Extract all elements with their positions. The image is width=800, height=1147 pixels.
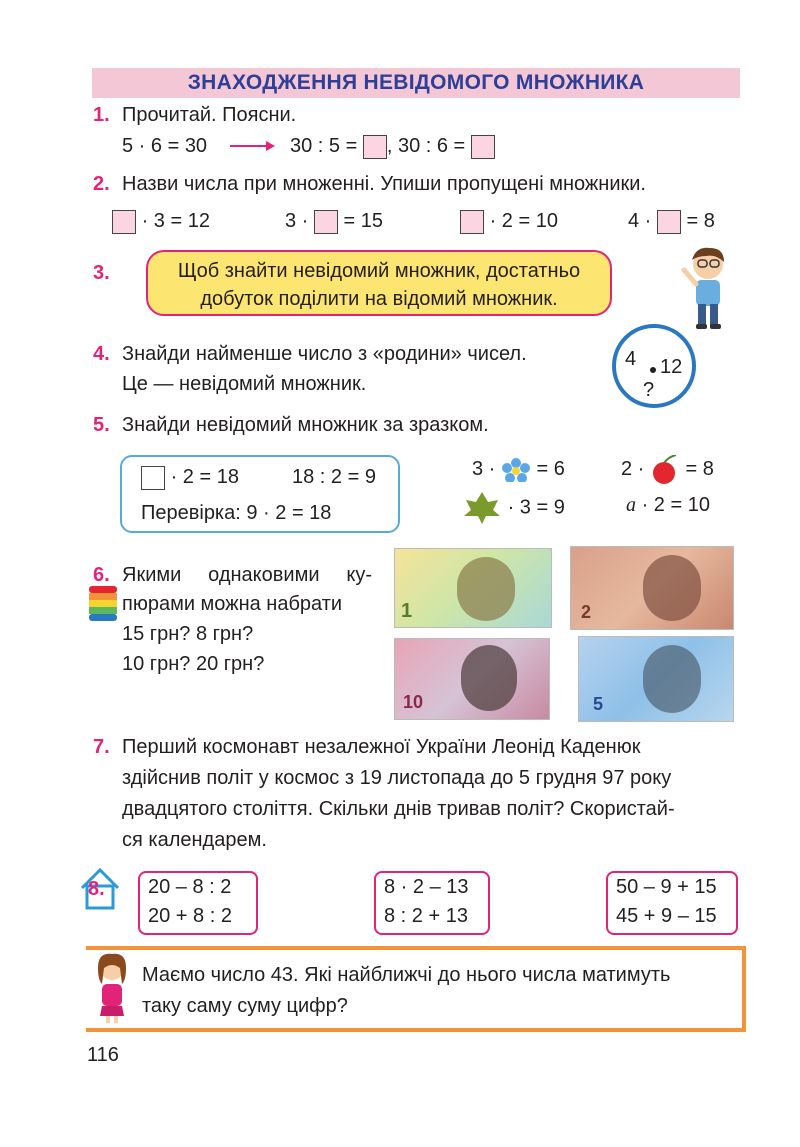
blank-box xyxy=(141,466,165,490)
answer-box[interactable] xyxy=(657,210,681,234)
expression: 8 · 2 – 13 xyxy=(384,876,469,898)
family-number-12: 12 xyxy=(660,356,683,378)
task-apple: 2 · = 8 xyxy=(621,454,714,485)
exercise-1-equation-1: 5 · 6 = 30 xyxy=(122,135,208,157)
exercise-number-7: 7. xyxy=(93,736,110,758)
arrow-icon xyxy=(228,138,276,154)
expression: 20 – 8 : 2 xyxy=(148,876,232,898)
exercise-6-line-4: 10 грн? 20 грн? xyxy=(122,653,265,675)
family-number-4: 4 xyxy=(625,348,637,370)
exercise-2-item-b: 3 · = 15 xyxy=(285,210,383,232)
rule-line-1: Щоб знайти невідомий множник, достатньо xyxy=(177,260,581,282)
flower-icon xyxy=(501,458,531,482)
family-unknown: ? xyxy=(643,379,655,401)
task-flower: 3 · = 6 xyxy=(472,454,565,484)
answer-box[interactable] xyxy=(363,135,387,159)
banknote-1: 1 xyxy=(394,548,552,628)
answer-box[interactable] xyxy=(460,210,484,234)
rule-line-2: добуток поділити на відомий множник. xyxy=(200,288,558,310)
leaf-icon xyxy=(462,490,502,526)
sample-check: Перевірка: 9 · 2 = 18 xyxy=(141,502,332,524)
exercise-number-3: 3. xyxy=(93,262,110,284)
exercise-number-1: 1. xyxy=(93,104,110,126)
exercise-number-8: 8. xyxy=(88,878,105,900)
exercise-7-line-1: Перший космонавт незалежної України Леонід Каденюк xyxy=(122,736,641,758)
answer-box[interactable] xyxy=(112,210,136,234)
sample-division: 18 : 2 = 9 xyxy=(292,466,376,488)
task-leaf: · 3 = 9 xyxy=(462,490,565,526)
exercise-4-line-2: Це — невідомий множник. xyxy=(122,373,367,395)
expression-group-c xyxy=(606,871,738,935)
exercise-number-5: 5. xyxy=(93,414,110,436)
exercise-1-text: Прочитай. Поясни. xyxy=(122,104,297,126)
exercise-7-line-2: здійснив політ у космос з 19 листопада до 5 грудня 97 року xyxy=(122,767,672,789)
exercise-6-line-2: пюрами можна набрати xyxy=(122,593,343,615)
exercise-1-equation-2: 30 : 5 = , 30 : 6 = xyxy=(290,131,495,161)
girl-icon xyxy=(92,952,132,1024)
exercise-7-line-4: ся календарем. xyxy=(122,829,267,851)
rule-box xyxy=(146,250,612,316)
boy-icon xyxy=(680,244,736,332)
expression: 8 : 2 + 13 xyxy=(384,905,468,927)
exercise-6-line-1: Якими однаковими ку- xyxy=(122,564,372,586)
exercise-number-4: 4. xyxy=(93,343,110,365)
page-number: 116 xyxy=(87,1044,119,1066)
task-letter: a · 2 = 10 xyxy=(626,494,710,516)
puzzle-line-2: таку саму суму цифр? xyxy=(142,995,348,1017)
exercise-7-line-3: двадцятого століття. Скільки днів тривав політ? Скористай- xyxy=(122,798,675,820)
answer-box[interactable] xyxy=(471,135,495,159)
sample-equation: · 2 = 18 xyxy=(141,462,239,492)
exercise-number-2: 2. xyxy=(93,173,110,195)
apple-icon xyxy=(650,455,680,485)
expression: 50 – 9 + 15 xyxy=(616,876,717,898)
answer-box[interactable] xyxy=(314,210,338,234)
expression: 45 + 9 – 15 xyxy=(616,905,717,927)
exercise-6-line-3: 15 грн? 8 грн? xyxy=(122,623,254,645)
puzzle-line-1: Маємо число 43. Які найближчі до нього числа матимуть xyxy=(142,964,671,986)
expression: 20 + 8 : 2 xyxy=(148,905,232,927)
banknote-2: 2 xyxy=(570,546,734,630)
exercise-2-item-d: 4 · = 8 xyxy=(628,210,715,232)
exercise-number-6: 6. xyxy=(93,564,110,586)
exercise-2-text: Назви числа при множенні. Упиши пропущені множники. xyxy=(122,173,646,195)
exercise-5-text: Знайди невідомий множник за зразком. xyxy=(122,414,489,436)
banknote-4: 5 xyxy=(578,636,734,722)
exercise-4-line-1: Знайди найменше число з «родини» чисел. xyxy=(122,343,527,365)
banknote-3: 10 xyxy=(394,638,550,720)
family-dot xyxy=(650,367,656,373)
page-title: ЗНАХОДЖЕННЯ НЕВІДОМОГО МНОЖНИКА xyxy=(187,71,645,94)
expression-group-b xyxy=(374,871,490,935)
expression-group-a xyxy=(138,871,258,935)
rainbow-stack-icon xyxy=(89,586,117,622)
exercise-2-item-c: · 2 = 10 xyxy=(460,206,558,236)
exercise-2-item-a: · 3 = 12 xyxy=(112,206,210,236)
